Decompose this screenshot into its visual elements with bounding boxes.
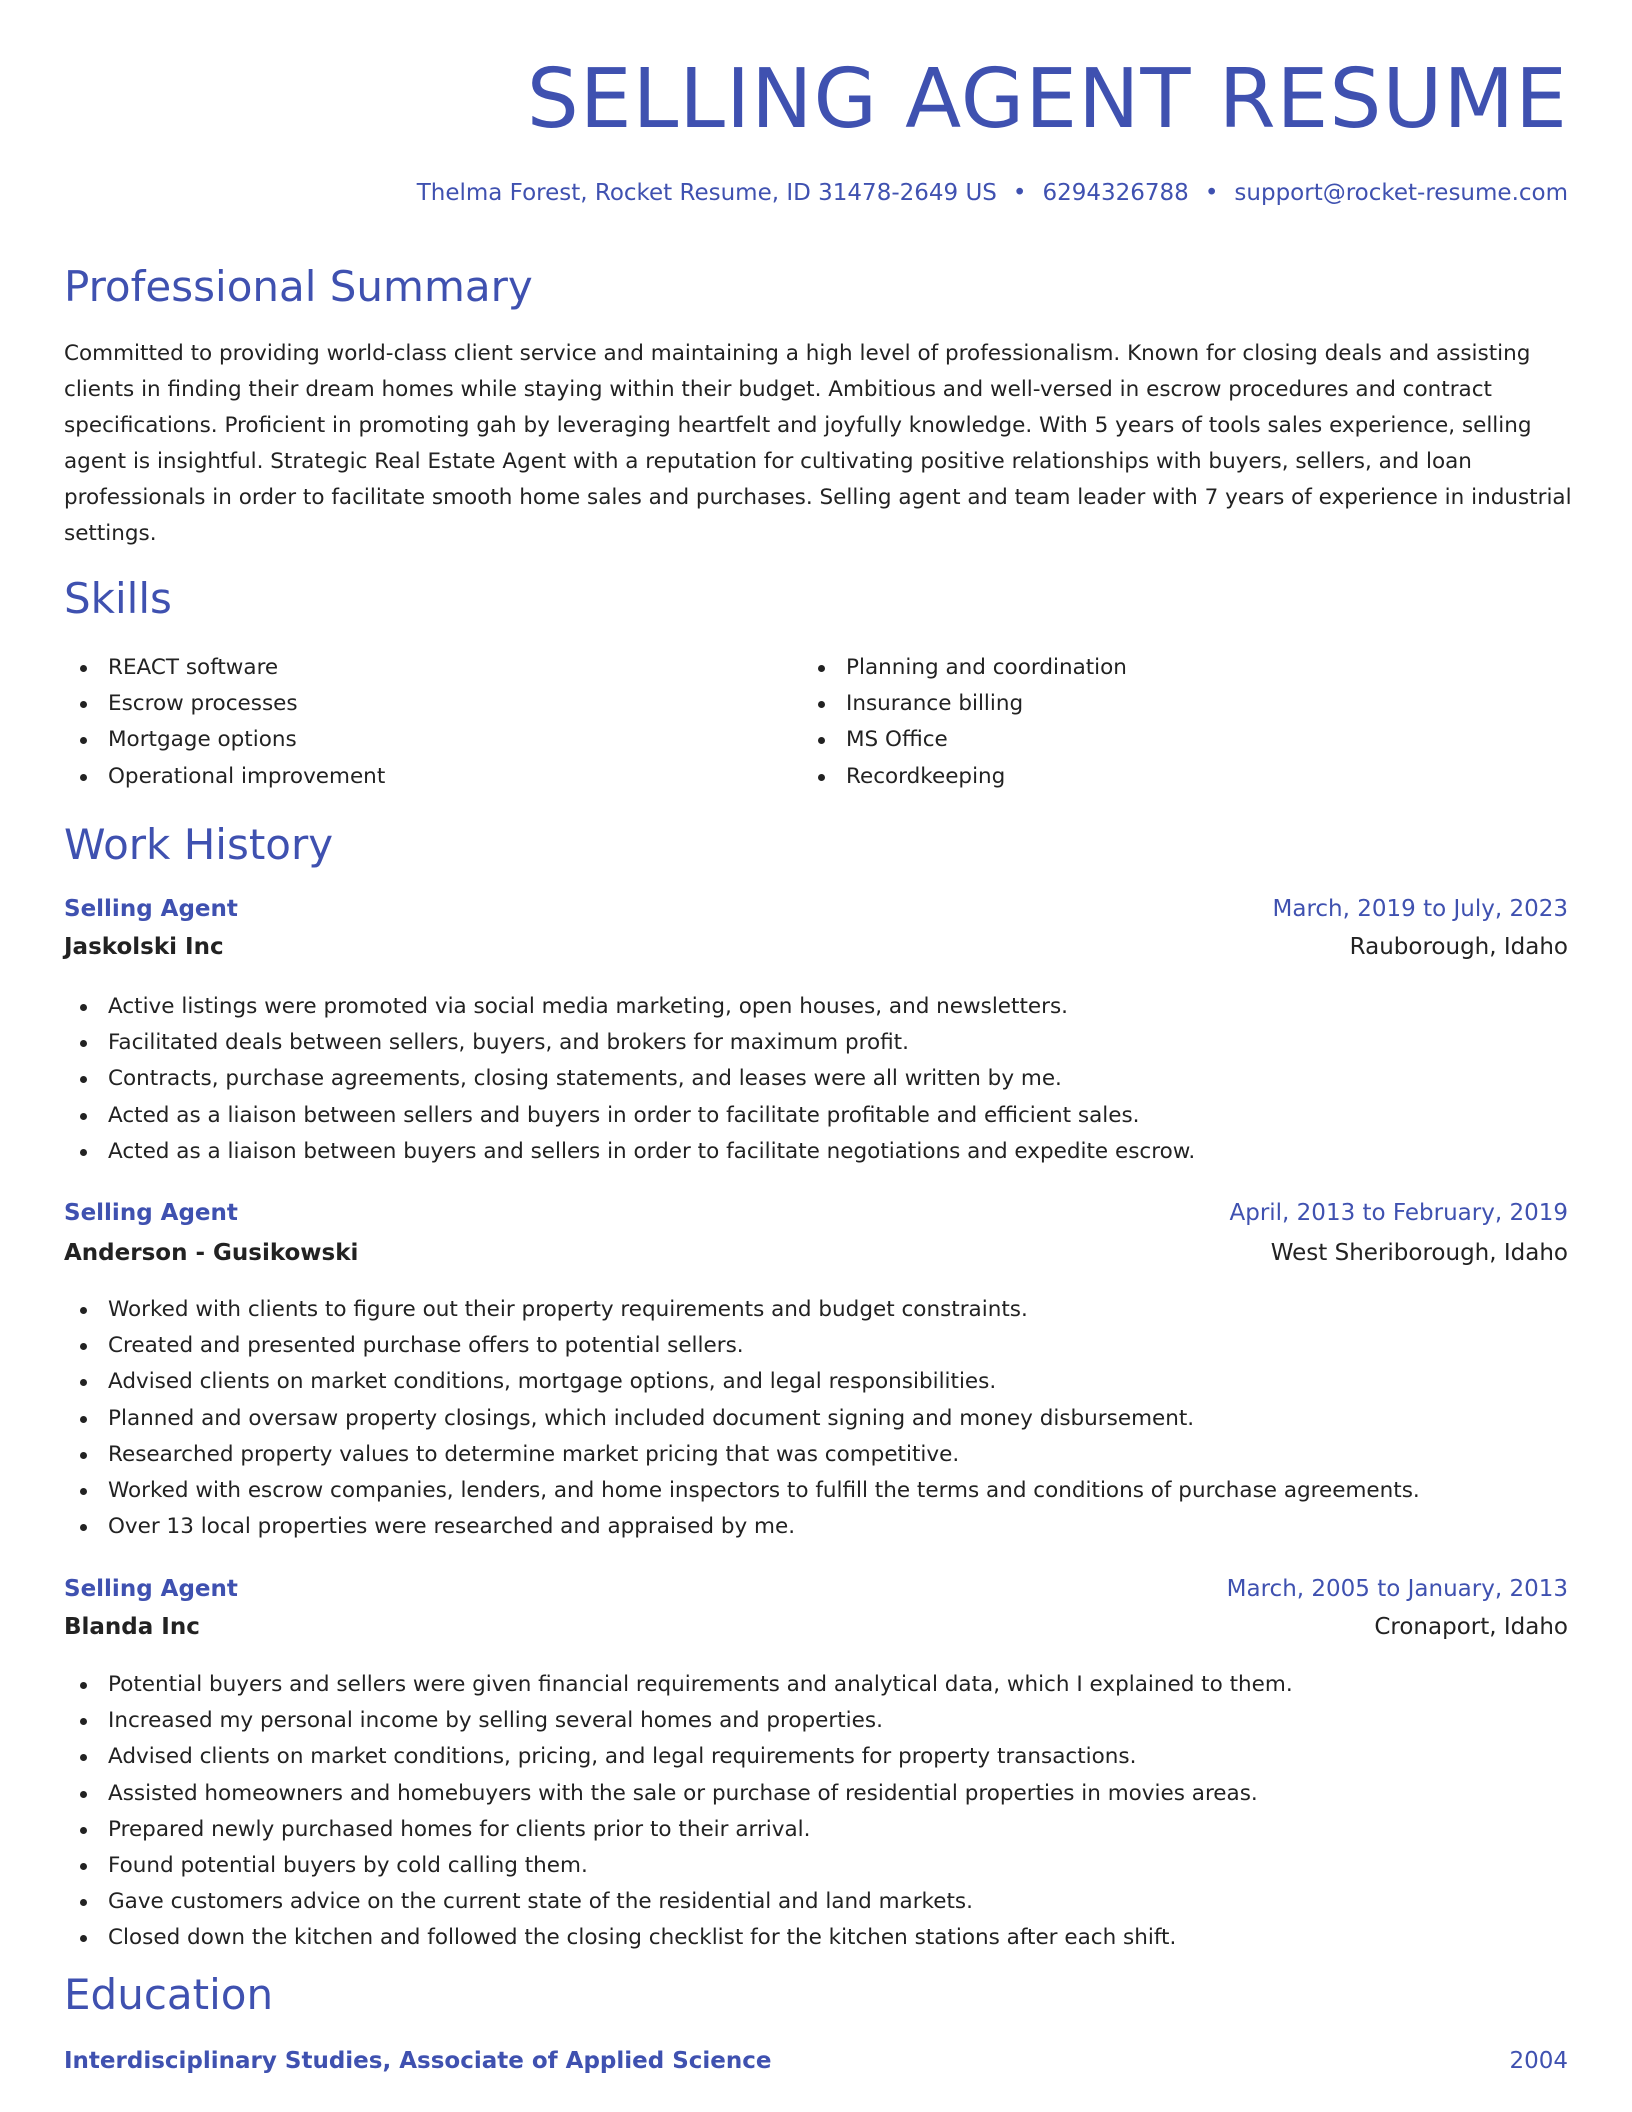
contact-address: Thelma Forest, Rocket Resume, ID 31478-2649 US xyxy=(416,180,997,206)
job-bullet: Increased my personal income by selling several homes and properties. xyxy=(64,1703,1574,1739)
job-bullet: Potential buyers and sellers were given financial requirements and analytical data, which I explained to them. xyxy=(64,1667,1574,1703)
skill-item: Escrow processes xyxy=(64,686,385,722)
skill-item: REACT software xyxy=(64,650,385,686)
job-bullet: Planned and oversaw property closings, which included document signing and money disbursement. xyxy=(64,1401,1574,1437)
summary-heading: Professional Summary xyxy=(64,262,533,311)
resume-title: SELLING AGENT RESUME xyxy=(526,52,1568,147)
skills-heading: Skills xyxy=(64,574,172,623)
job-location: Rauborough, Idaho xyxy=(1349,934,1568,960)
job-dates: March, 2019 to July, 2023 xyxy=(1272,896,1568,922)
contact-email: support@rocket-resume.com xyxy=(1234,180,1568,206)
job-dates: April, 2013 to February, 2019 xyxy=(1229,1200,1568,1226)
skill-item: Insurance billing xyxy=(802,686,1127,722)
skill-item: Recordkeeping xyxy=(802,759,1127,795)
job-title: Selling Agent xyxy=(64,1576,238,1602)
skill-item: Planning and coordination xyxy=(802,650,1127,686)
job-company: Blanda Inc xyxy=(64,1614,200,1640)
skill-item: Mortgage options xyxy=(64,722,385,758)
contact-line xyxy=(417,180,1568,206)
job-title: Selling Agent xyxy=(64,896,238,922)
education-year: 2004 xyxy=(1509,2048,1568,2074)
job-bullets xyxy=(64,989,1574,1170)
skills-list-left xyxy=(64,650,385,795)
education-heading: Education xyxy=(64,1970,274,2019)
summary-text: Committed to providing world-class client service and maintaining a high level of professionalism. Known for closing deals and assisting clients in finding their dream homes while staying within their budget. Ambitious and well-versed in escrow procedures and contract specifications. Proficient in promoting gah by leveraging heartfelt and joyfully knowledge. With 5 years of tools sales experience, selling agent is insightful. Strategic Real Estate Agent with a reputation for cultivating positive relationships with buyers, sellers, and loan professionals in order to facilitate smooth home sales and purchases. Selling agent and team leader with 7 years of experience in industrial settings. xyxy=(64,341,1572,546)
job-location: West Sheriborough, Idaho xyxy=(1270,1240,1568,1266)
skills-list-right xyxy=(802,650,1127,795)
skill-item: MS Office xyxy=(802,722,1127,758)
job-company-row xyxy=(64,1240,1568,1274)
job-bullet: Acted as a liaison between sellers and buyers in order to facilitate profitable and efficient sales. xyxy=(64,1098,1574,1134)
job-bullets xyxy=(64,1667,1574,1957)
job-bullet: Advised clients on market conditions, pricing, and legal requirements for property transactions. xyxy=(64,1739,1574,1775)
contact-separator: • xyxy=(1204,180,1219,206)
job-company-row xyxy=(64,1614,1568,1648)
job-header xyxy=(64,1576,1568,1610)
job-bullet: Acted as a liaison between buyers and sellers in order to facilitate negotiations and expedite escrow. xyxy=(64,1134,1574,1170)
job-bullet: Assisted homeowners and homebuyers with the sale or purchase of residential properties in movies areas. xyxy=(64,1776,1574,1812)
job-bullet: Facilitated deals between sellers, buyers, and brokers for maximum profit. xyxy=(64,1025,1574,1061)
job-company: Anderson - Gusikowski xyxy=(64,1240,359,1266)
skill-item: Operational improvement xyxy=(64,759,385,795)
education-row xyxy=(64,2048,1568,2082)
education-degree: Interdisciplinary Studies, Associate of Applied Science xyxy=(64,2048,772,2074)
job-bullet: Active listings were promoted via social media marketing, open houses, and newsletters. xyxy=(64,989,1574,1025)
job-bullet: Found potential buyers by cold calling them. xyxy=(64,1848,1574,1884)
work-heading: Work History xyxy=(64,820,334,869)
job-company-row xyxy=(64,934,1568,968)
job-bullet: Worked with escrow companies, lenders, and home inspectors to fulfill the terms and conditions of purchase agreements. xyxy=(64,1473,1574,1509)
job-header xyxy=(64,1200,1568,1234)
job-bullet: Closed down the kitchen and followed the closing checklist for the kitchen stations after each shift. xyxy=(64,1920,1574,1956)
job-bullet: Researched property values to determine market pricing that was competitive. xyxy=(64,1437,1574,1473)
job-bullet: Over 13 local properties were researched and appraised by me. xyxy=(64,1509,1574,1545)
job-header xyxy=(64,896,1568,930)
job-bullet: Created and presented purchase offers to potential sellers. xyxy=(64,1328,1574,1364)
contact-phone: 6294326788 xyxy=(1042,180,1189,206)
contact-separator: • xyxy=(1012,180,1027,206)
job-bullet: Contracts, purchase agreements, closing statements, and leases were all written by me. xyxy=(64,1061,1574,1097)
job-company: Jaskolski Inc xyxy=(64,934,224,960)
job-bullets xyxy=(64,1292,1574,1545)
job-bullet: Worked with clients to figure out their property requirements and budget constraints. xyxy=(64,1292,1574,1328)
job-location: Cronaport, Idaho xyxy=(1374,1614,1568,1640)
job-bullet: Prepared newly purchased homes for clients prior to their arrival. xyxy=(64,1812,1574,1848)
job-bullet: Advised clients on market conditions, mortgage options, and legal responsibilities. xyxy=(64,1364,1574,1400)
job-bullet: Gave customers advice on the current state of the residential and land markets. xyxy=(64,1884,1574,1920)
job-dates: March, 2005 to January, 2013 xyxy=(1226,1576,1568,1602)
job-title: Selling Agent xyxy=(64,1200,238,1226)
